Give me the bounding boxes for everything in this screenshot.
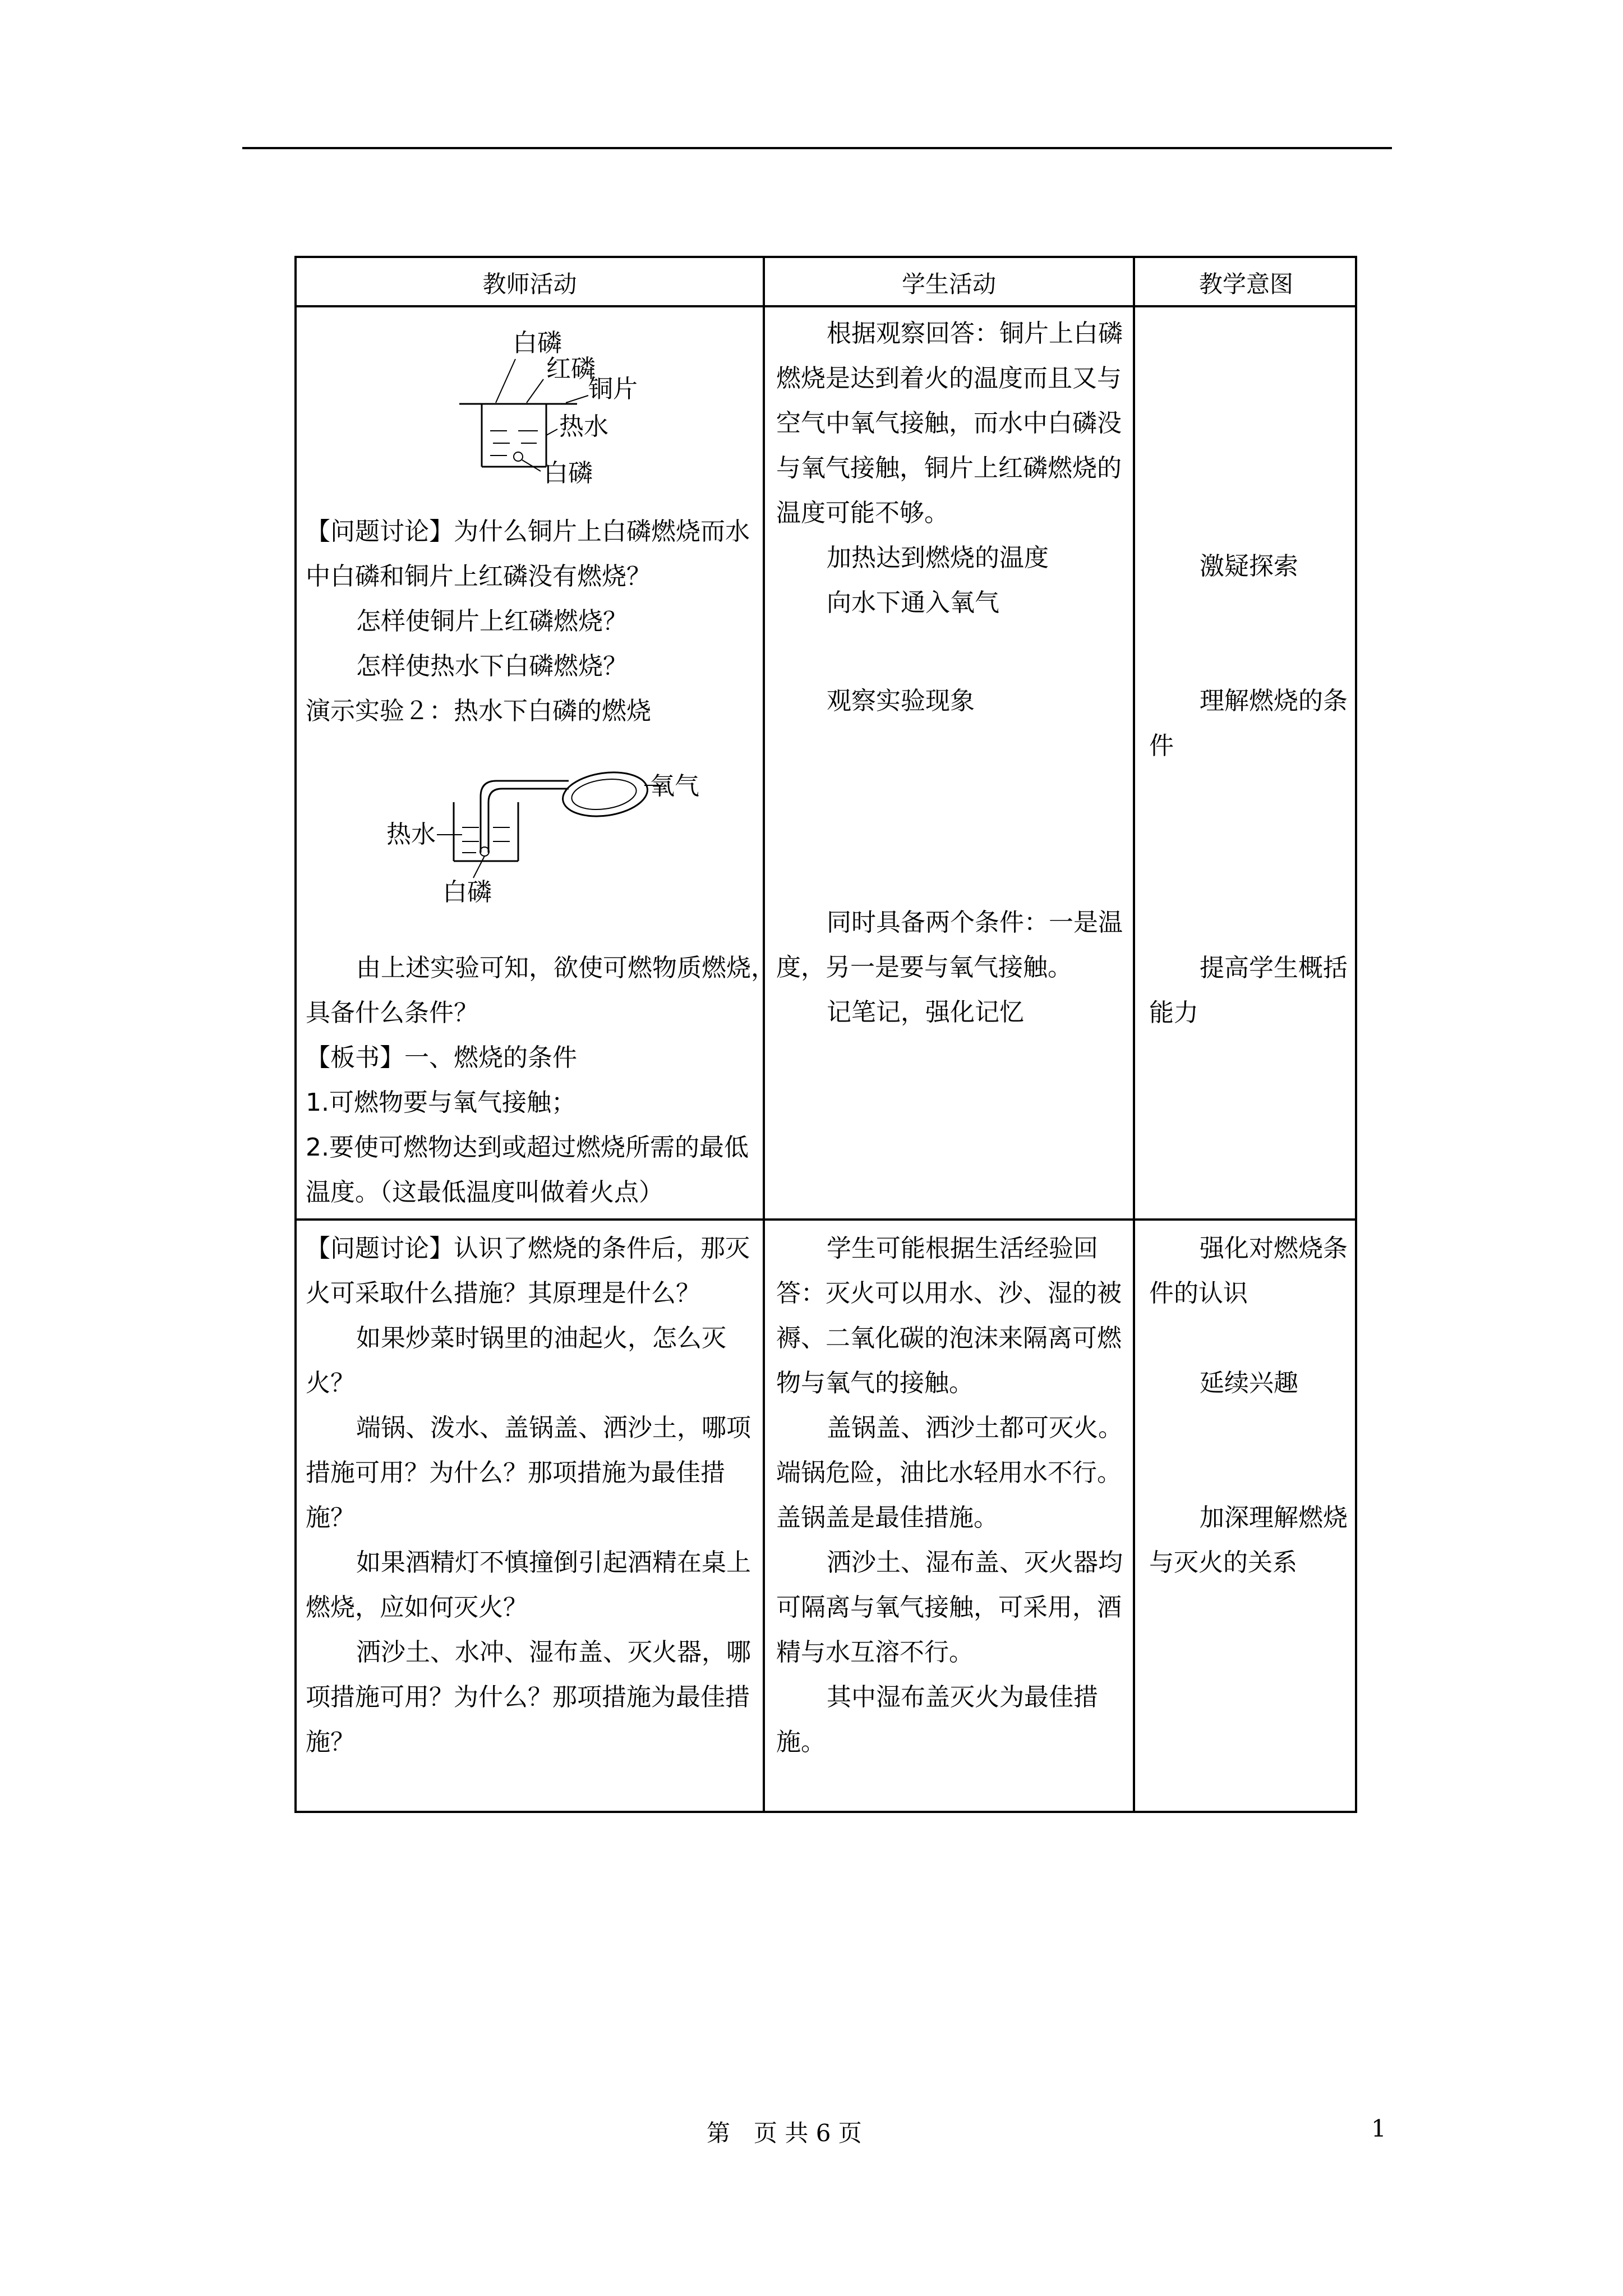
text-line: 盖锅盖、洒沙土都可灭火。 (827, 1414, 1123, 1442)
text-line: 燃烧是达到着火的温度而且又与 (776, 364, 1122, 393)
text-line: 【问题讨论】为什么铜片上白磷燃烧而水 (306, 517, 750, 546)
text-line: 【板书】一、燃烧的条件 (306, 1043, 577, 1072)
text-line: 具备什么条件？ (306, 999, 478, 1027)
column-divider (1133, 258, 1135, 1811)
intent-1a (1149, 544, 1298, 589)
label-oxygen: 氧气 (650, 772, 699, 800)
text-line: 与灭火的关系 (1149, 1548, 1297, 1577)
text-line: 物与氧气的接触。 (776, 1369, 974, 1397)
student-answers-1b (776, 900, 1123, 1035)
label-copper-plate: 铜片 (588, 375, 638, 403)
text-line: 洒沙土、湿布盖、灭火器均 (827, 1548, 1123, 1577)
text-line: 项措施可用？为什么？那项措施为最佳措 (306, 1683, 750, 1711)
teacher-discussion-1 (306, 509, 750, 734)
white-phosphorus-copper-plate-figure (437, 320, 672, 510)
student-observe (776, 679, 975, 724)
text-line: 答：灭火可以用水、沙、湿的被 (776, 1279, 1122, 1308)
text-line: 延续兴趣 (1200, 1369, 1298, 1397)
teacher-discussion-2 (306, 1226, 751, 1765)
text-line: 温度可能不够。 (776, 499, 949, 527)
text-line: 火？ (306, 1369, 355, 1397)
text-line: 施。 (776, 1728, 826, 1756)
header-teacher-activity: 教师活动 (482, 270, 577, 298)
intent-2c (1149, 1496, 1348, 1585)
header-student-activity: 学生活动 (901, 270, 996, 298)
text-line: 与氧气接触，铜片上红磷燃烧的 (776, 454, 1122, 482)
text-line: 其中湿布盖灭火为最佳措 (827, 1683, 1098, 1711)
text-line: 向水下通入氧气 (827, 588, 999, 617)
text-line: 学生可能根据生活经验回 (827, 1234, 1098, 1263)
text-line: 【问题讨论】认识了燃烧的条件后，那灭 (306, 1234, 750, 1263)
text-line: 件的认识 (1149, 1279, 1248, 1308)
text-line: 度，另一是要与氧气接触。 (776, 953, 1072, 982)
text-line: 1.可燃物要与氧气接触； (306, 1088, 576, 1117)
intent-1b (1149, 679, 1348, 769)
text-line: 端锅危险，油比水轻用水不行。 (776, 1458, 1122, 1487)
label-white-phosphorus: 白磷 (513, 329, 562, 357)
text-line: 洒沙土、水冲、湿布盖、灭火器，哪 (356, 1638, 751, 1667)
teacher-conditions-summary (306, 946, 776, 1215)
student-answers-1a (776, 311, 1123, 625)
student-answers-2 (776, 1226, 1123, 1765)
text-line: 观察实验现象 (827, 687, 975, 715)
text-line: 怎样使铜片上红磷燃烧？ (356, 607, 628, 636)
text-line: 件 (1149, 731, 1174, 760)
text-line: 提高学生概括 (1200, 954, 1348, 982)
row-divider (297, 1218, 1355, 1221)
intent-2a (1149, 1226, 1348, 1316)
oxygen-into-hot-water-figure (364, 763, 699, 909)
text-line: 激疑探索 (1200, 552, 1298, 581)
text-line: 褥、二氧化碳的泡沫来隔离可燃 (776, 1324, 1122, 1352)
text-line: 空气中氧气接触，而水中白磷没 (776, 409, 1122, 438)
text-line: 由上述实验可知，欲使可燃物质燃烧， (356, 954, 776, 982)
header-rule (242, 147, 1392, 149)
text-line: 施？ (306, 1503, 355, 1532)
text-line: 如果炒菜时锅里的油起火，怎么灭 (356, 1324, 726, 1352)
label-red-phosphorus: 红磷 (546, 355, 596, 383)
text-line: 如果酒精灯不慎撞倒引起酒精在桌上 (356, 1548, 751, 1577)
header-teaching-intent: 教学意图 (1198, 270, 1293, 298)
label-white-phosphorus: 白磷 (442, 878, 492, 907)
text-line: 可隔离与氧气接触，可采用，酒 (776, 1593, 1122, 1622)
label-white-phosphorus-underwater: 白磷 (543, 459, 593, 487)
page-count-label: 第 页 共 6 页 (707, 2119, 862, 2147)
text-line: 加深理解燃烧 (1200, 1503, 1348, 1532)
text-line: 燃烧，应如何灭火？ (306, 1593, 528, 1622)
text-line: 加热达到燃烧的温度 (827, 544, 1049, 572)
text-line: 根据观察回答：铜片上白磷 (827, 319, 1123, 348)
page-number: 1 (1371, 2115, 1386, 2142)
label-hot-water: 热水 (386, 820, 436, 849)
text-line: 理解燃烧的条 (1200, 687, 1348, 715)
text-line: 施？ (306, 1728, 355, 1756)
lesson-plan-table (294, 256, 1357, 1813)
text-line: 强化对燃烧条 (1200, 1234, 1348, 1263)
text-line: 端锅、泼水、盖锅盖、洒沙土，哪项 (356, 1414, 751, 1442)
label-hot-water: 热水 (559, 412, 608, 441)
text-line: 同时具备两个条件：一是温 (827, 908, 1123, 937)
intent-2b (1149, 1361, 1298, 1406)
text-line: 中白磷和铜片上红磷没有燃烧？ (306, 562, 651, 591)
text-line: 2.要使可燃物达到或超过燃烧所需的最低 (306, 1133, 749, 1162)
intent-1c (1149, 946, 1348, 1036)
text-line: 盖锅盖是最佳措施。 (776, 1503, 998, 1532)
text-line: 措施可用？为什么？那项措施为最佳措 (306, 1458, 725, 1487)
text-line: 温度。（这最低温度叫做着火点） (306, 1178, 663, 1207)
text-line: 能力 (1149, 999, 1198, 1027)
text-line: 记笔记，强化记忆 (827, 998, 1024, 1027)
text-line: 演示实验２：热水下白磷的燃烧 (306, 697, 651, 725)
text-line: 精与水互溶不行。 (776, 1638, 974, 1667)
text-line: 怎样使热水下白磷燃烧？ (356, 652, 628, 680)
text-line: 火可采取什么措施？其原理是什么？ (306, 1279, 700, 1308)
